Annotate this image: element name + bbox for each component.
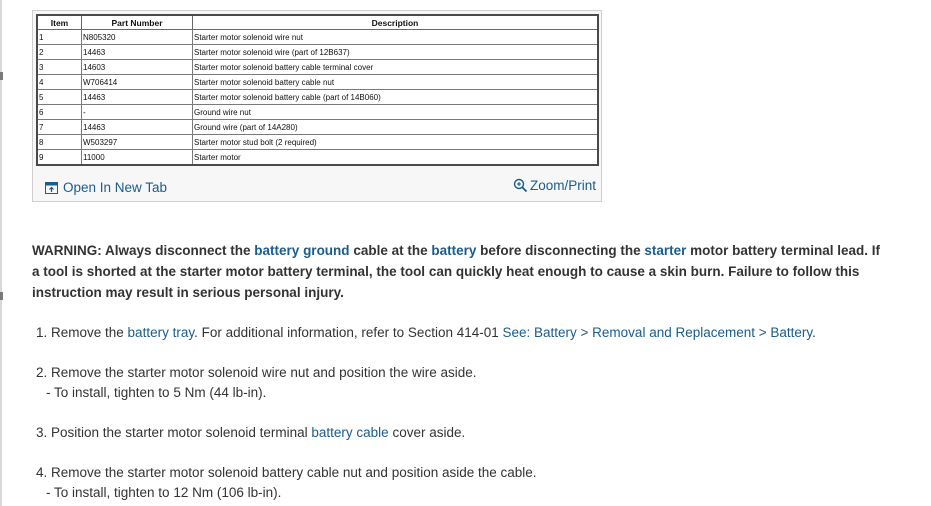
cell-description: Starter motor solenoid wire nut: [193, 30, 599, 45]
step-text: 1. Remove the: [36, 325, 128, 340]
warning-text: motor battery terminal lead. If a tool is shorted at the starter motor battery terminal, the tool can quickly heat enough to cause a skin burn. Failure to follow this instruction may result in serious personal injury.: [32, 243, 880, 300]
battery-link[interactable]: battery: [431, 243, 477, 258]
cell-item: 3: [37, 60, 82, 75]
table-row: [37, 90, 598, 105]
cell-part-number: W706414: [82, 75, 193, 90]
zoom-print-link[interactable]: [513, 178, 596, 193]
cell-part-number: 14463: [82, 90, 193, 105]
cell-description: Starter motor solenoid battery cable nut: [193, 75, 599, 90]
cell-description: Starter motor solenoid battery cable terminal cover: [193, 60, 599, 75]
see-battery-removal-link[interactable]: See: Battery > Removal and Replacement > Battery: [502, 325, 813, 340]
open-new-tab-icon: [45, 182, 58, 194]
cell-part-number: 11000: [82, 150, 193, 166]
open-in-new-tab-label: Open In New Tab: [63, 180, 168, 195]
warning-text: WARNING: Always disconnect the: [32, 243, 255, 258]
cell-part-number: 14603: [82, 60, 193, 75]
cell-description: Starter motor stud bolt (2 required): [193, 135, 599, 150]
zoom-print-label: Zoom/Print: [529, 178, 596, 193]
column-header-item: Item: [37, 15, 82, 30]
warning-paragraph: [32, 240, 882, 303]
step-text: 3. Position the starter motor solenoid terminal: [36, 425, 312, 440]
column-header-part-number: Part Number: [82, 15, 193, 30]
cell-part-number: W503297: [82, 135, 193, 150]
cell-item: 4: [37, 75, 82, 90]
procedure-step-2: [36, 363, 476, 403]
cell-item: 5: [37, 90, 82, 105]
table-row: [37, 120, 598, 135]
table-row: [37, 30, 598, 45]
cell-item: 9: [37, 150, 82, 166]
procedure-step-3: [36, 423, 465, 443]
table-header-row: [37, 15, 598, 30]
column-header-description: Description: [193, 15, 599, 30]
table-row: [37, 135, 598, 150]
step-text: 4. Remove the starter motor solenoid battery cable nut and position aside the cable.: [36, 465, 537, 480]
battery-cable-link[interactable]: battery cable: [311, 425, 389, 440]
step-text: .: [812, 325, 816, 340]
battery-ground-link[interactable]: battery ground: [254, 243, 350, 258]
cell-description: Starter motor solenoid wire (part of 12B637): [193, 45, 599, 60]
step-text: cover aside.: [388, 425, 466, 440]
parts-table-card: [32, 10, 602, 202]
procedure-step-1: [36, 323, 816, 343]
cell-item: 8: [37, 135, 82, 150]
cell-description: Ground wire nut: [193, 105, 599, 120]
starter-link[interactable]: starter: [644, 243, 687, 258]
table-row: [37, 150, 598, 166]
battery-tray-link[interactable]: battery tray: [127, 325, 195, 340]
magnifier-icon: [513, 178, 528, 193]
cell-item: 7: [37, 120, 82, 135]
cell-part-number: N805320: [82, 30, 193, 45]
cell-part-number: 14463: [82, 120, 193, 135]
table-row: [37, 75, 598, 90]
step-text: 2. Remove the starter motor solenoid wire nut and position the wire aside.: [36, 365, 477, 380]
open-in-new-tab-link[interactable]: [45, 180, 167, 195]
table-row: [37, 105, 598, 120]
warning-text: cable at the: [349, 243, 432, 258]
cell-part-number: 14463: [82, 45, 193, 60]
step-install-note: - To install, tighten to 5 Nm (44 lb-in).: [46, 385, 267, 400]
step-install-note: - To install, tighten to 12 Nm (106 lb-in).: [46, 485, 282, 500]
cell-description: Starter motor solenoid battery cable (part of 14B060): [193, 90, 599, 105]
cell-description: Ground wire (part of 14A280): [193, 120, 599, 135]
table-row: [37, 60, 598, 75]
cell-description: Starter motor: [193, 150, 599, 166]
table-row: [37, 45, 598, 60]
left-edge-marker: [0, 292, 3, 300]
left-edge-marker: [0, 72, 3, 80]
cell-item: 6: [37, 105, 82, 120]
step-text: . For additional information, refer to Section 414-01: [194, 325, 503, 340]
cell-item: 1: [37, 30, 82, 45]
parts-table: [36, 14, 599, 166]
procedure-step-4: [36, 463, 537, 503]
warning-text: before disconnecting the: [476, 243, 645, 258]
cell-item: 2: [37, 45, 82, 60]
cell-part-number: -: [82, 105, 193, 120]
